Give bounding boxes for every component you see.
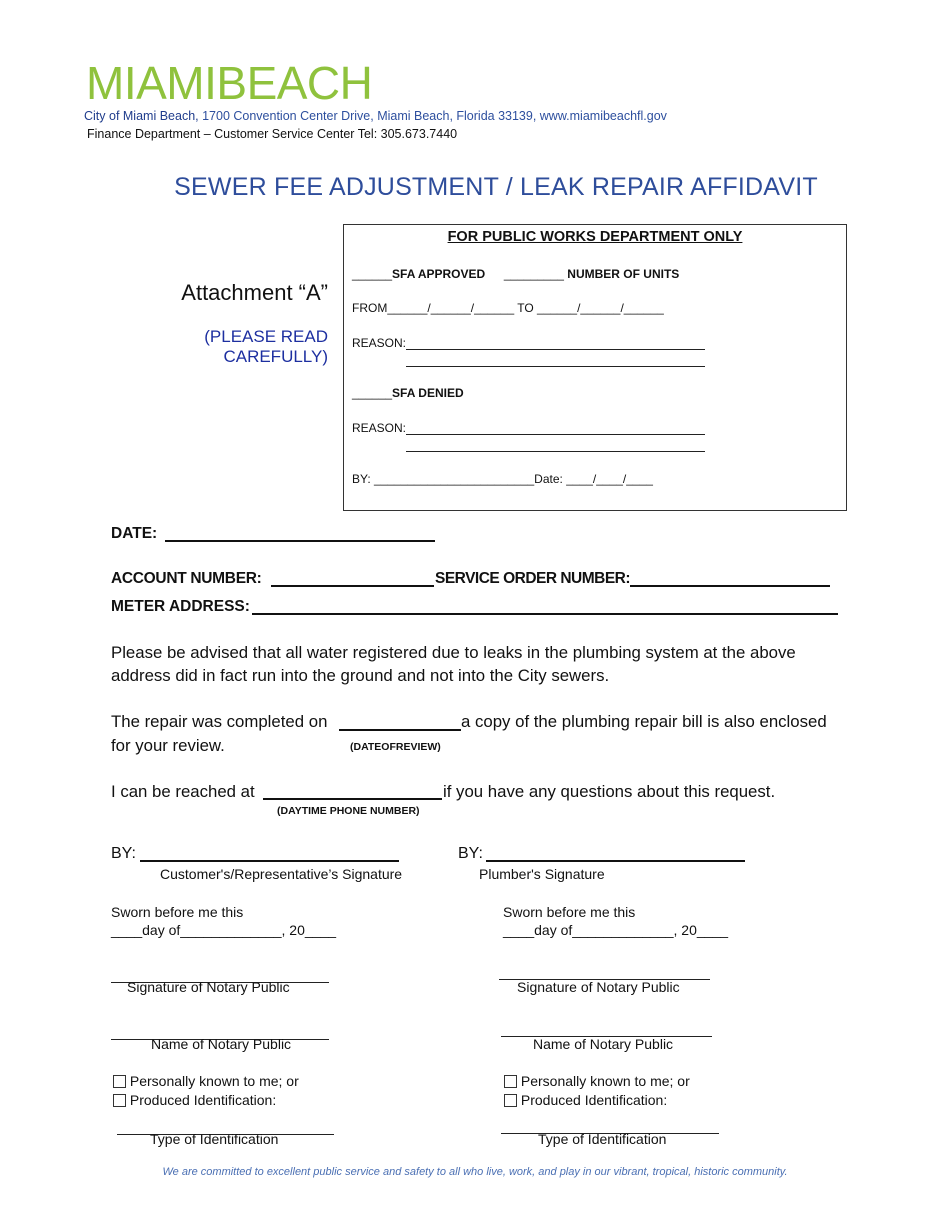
from-to-dates[interactable]: FROM______/______/______ TO ______/______/______ bbox=[352, 301, 664, 315]
address-rest: 1700 Convention Center Drive, Miami Beach, Florida 33139, www.miamibeachfl.gov bbox=[198, 109, 667, 123]
logo-miami-text: MIAMI bbox=[86, 57, 217, 109]
left-year-blank: ____ bbox=[304, 922, 337, 938]
attachment-label: Attachment “A” bbox=[181, 280, 328, 305]
account-number-label: ACCOUNT NUMBER: bbox=[111, 570, 262, 587]
denied-reason-line-2[interactable] bbox=[406, 451, 705, 452]
left-notary-signature-caption: Signature of Notary Public bbox=[127, 979, 290, 995]
denied-reason-line-1[interactable] bbox=[406, 434, 705, 435]
sfa-denied-blank[interactable]: ______ bbox=[352, 386, 393, 400]
right-personally-known-label: Personally known to me; or bbox=[520, 1073, 690, 1089]
left-personally-known-label: Personally known to me; or bbox=[129, 1073, 299, 1089]
denied-reason-label: REASON: bbox=[352, 421, 407, 435]
right-personally-known-checkbox[interactable] bbox=[504, 1075, 517, 1088]
leak-statement-line-1: Please be advised that all water registered due to leaks in the plumbing system at the above bbox=[111, 643, 796, 662]
approved-reason-label: REASON: bbox=[352, 336, 407, 350]
customer-signature-field[interactable] bbox=[140, 860, 399, 862]
repair-completed-text: The repair was completed on bbox=[111, 712, 328, 731]
daytime-phone-field[interactable] bbox=[263, 798, 442, 800]
left-produced-row bbox=[113, 1092, 276, 1108]
approved-reason-line-1[interactable] bbox=[406, 349, 705, 350]
plumber-by-label: BY: bbox=[458, 845, 483, 862]
right-sworn-text: Sworn before me this bbox=[503, 904, 636, 920]
meter-address-label: METER ADDRESS: bbox=[111, 598, 250, 615]
sfa-approved-blank[interactable]: ______ bbox=[352, 267, 393, 281]
reached-at-text: I can be reached at bbox=[111, 782, 255, 801]
repair-bill-text: a copy of the plumbing repair bill is also enclosed bbox=[461, 712, 827, 731]
left-personally-known-checkbox[interactable] bbox=[113, 1075, 126, 1088]
left-produced-id-label: Produced Identification: bbox=[129, 1092, 277, 1108]
plumber-signature-field[interactable] bbox=[486, 860, 745, 862]
right-notary-signature-caption: Signature of Notary Public bbox=[517, 979, 680, 995]
sfa-denied-row bbox=[352, 386, 464, 400]
left-day-blank: ____day of bbox=[111, 922, 181, 938]
right-id-type-caption: Type of Identification bbox=[538, 1131, 667, 1147]
service-order-label: SERVICE ORDER NUMBER: bbox=[435, 570, 631, 587]
right-known-row bbox=[504, 1073, 690, 1089]
public-works-title: FOR PUBLIC WORKS DEPARTMENT ONLY bbox=[447, 229, 743, 245]
for-your-review-text: for your review. bbox=[111, 736, 225, 755]
right-year-blank: ____ bbox=[696, 922, 729, 938]
please-read-label: (PLEASE READ CAREFULLY) bbox=[204, 327, 328, 366]
finance-department-line: Finance Department – Customer Service Center Tel: 305.673.7440 bbox=[87, 127, 458, 141]
right-produced-row bbox=[504, 1092, 667, 1108]
city-name: City of Miami Beach, bbox=[84, 109, 199, 123]
leak-statement-line-2: address did in fact run into the ground and not into the City sewers. bbox=[111, 666, 610, 685]
left-known-row bbox=[113, 1073, 299, 1089]
date-label: DATE: bbox=[111, 525, 158, 542]
right-produced-id-label: Produced Identification: bbox=[520, 1092, 668, 1108]
approved-reason-line-2[interactable] bbox=[406, 366, 705, 367]
form-title: SEWER FEE ADJUSTMENT / LEAK REPAIR AFFIDAVIT bbox=[174, 173, 818, 201]
pw-by-date-line[interactable]: BY: ________________________Date: ____/____/____ bbox=[352, 472, 653, 486]
right-day-of-line[interactable] bbox=[503, 922, 728, 938]
sfa-approved-row bbox=[352, 267, 679, 281]
logo-beach-text: BEACH bbox=[216, 57, 373, 109]
date-of-review-caption: (DATEOFREVIEW) bbox=[350, 741, 441, 753]
account-number-field[interactable] bbox=[271, 585, 434, 587]
customer-signature-caption: Customer's/Representative’s Signature bbox=[160, 866, 403, 882]
right-produced-id-checkbox[interactable] bbox=[504, 1094, 517, 1107]
miami-beach-logo bbox=[86, 57, 373, 109]
footer-tagline: We are committed to excellent public service and safety to all who live, work, and play in our vibrant, tropical, historic community. bbox=[162, 1166, 788, 1178]
questions-text: if you have any questions about this request. bbox=[443, 782, 776, 801]
customer-by-label: BY: bbox=[111, 845, 136, 862]
left-id-type-caption: Type of Identification bbox=[150, 1131, 279, 1147]
number-of-units-blank[interactable]: _________ bbox=[503, 267, 564, 281]
sfa-denied-label: SFA DENIED bbox=[392, 386, 464, 400]
left-day-of-line[interactable] bbox=[111, 922, 336, 938]
plumber-signature-caption: Plumber's Signature bbox=[479, 866, 605, 882]
sfa-approved-label: SFA APPROVED bbox=[392, 267, 486, 281]
right-day-blank: ____day of bbox=[503, 922, 573, 938]
date-field[interactable] bbox=[165, 540, 435, 542]
number-of-units-label: NUMBER OF UNITS bbox=[567, 267, 680, 281]
service-order-field[interactable] bbox=[630, 585, 830, 587]
city-address bbox=[84, 109, 667, 123]
repair-date-field[interactable] bbox=[339, 729, 461, 731]
meter-address-field[interactable] bbox=[252, 613, 838, 615]
right-month-blank: _____________, 20 bbox=[572, 922, 697, 938]
daytime-phone-caption: (DAYTIME PHONE NUMBER) bbox=[277, 805, 420, 817]
left-month-blank: _____________, 20 bbox=[180, 922, 305, 938]
right-notary-name-caption: Name of Notary Public bbox=[533, 1036, 674, 1052]
left-sworn-text: Sworn before me this bbox=[111, 904, 244, 920]
left-produced-id-checkbox[interactable] bbox=[113, 1094, 126, 1107]
left-notary-name-caption: Name of Notary Public bbox=[151, 1036, 292, 1052]
